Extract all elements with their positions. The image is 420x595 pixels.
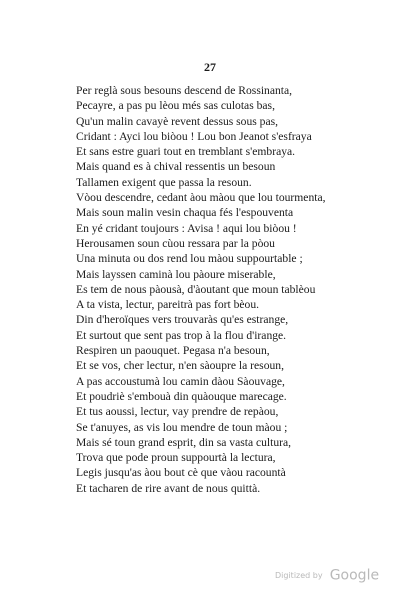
- poem-line: Et tus aoussi, lectur, vay prendre de repàou,: [76, 405, 279, 419]
- poem-line: Mais soun malin vesin chaqua fés l'espouventa: [76, 206, 294, 220]
- poem-text: [76, 83, 376, 496]
- poem-line: Qu'un malin cavayè revent dessus sous pas,: [76, 114, 279, 128]
- poem-line: Pecayre, a pas pu lèou més sas culotas bas,: [76, 99, 275, 113]
- poem-line: Trova que pode proun suppourtà la lectura,: [76, 451, 276, 465]
- poem-line: Din d'heroïques vers trouvaràs qu'es estrange,: [76, 313, 289, 327]
- poem-line: En yé cridant toujours : Avisa ! aqui lou biòou !: [76, 221, 297, 235]
- poem-line: Et tacharen de rire avant de nous quittà.: [76, 481, 261, 495]
- poem-line: Vòou descendre, cedant àou màou que lou tourmenta,: [76, 191, 326, 205]
- poem-line: Et poudriè s'embouà din quàouque marecage.: [76, 389, 287, 403]
- poem-line: Mais sé toun grand esprit, din sa vasta cultura,: [76, 435, 292, 449]
- google-logo: Google: [329, 567, 380, 584]
- poem-line: Et sans estre guari tout en tremblant s'embraya.: [76, 145, 296, 159]
- poem-line: Se t'anuyes, as vis lou mendre de toun màou ;: [76, 420, 288, 434]
- poem-line: Mais quand es à chival ressentis un besoun: [76, 160, 276, 174]
- poem-line: Cridant : Ayci lou biòou ! Lou bon Jeanot s'esfraya: [76, 129, 312, 143]
- poem-line: Per reglà sous besouns descend de Rossinanta,: [76, 84, 293, 97]
- poem-line: Mais layssen caminà lou pàoure miserable,: [76, 267, 276, 281]
- poem-line: Herousamen soun cùou ressara par la pòou: [76, 236, 275, 250]
- poem-line: Es tem de nous pàousà, d'àoutant que moun tablèou: [76, 282, 316, 296]
- digitized-by-google-watermark: [275, 565, 379, 584]
- page-number: 27: [204, 60, 216, 74]
- poem-line: A pas accoustumà lou camin dàou Sàouvage,: [76, 374, 285, 388]
- poem-line: Tallamen exigent que passa la resoun.: [76, 175, 252, 189]
- poem-line: Et se vos, cher lectur, n'en sàoupre la resoun,: [76, 359, 284, 373]
- poem-line: A ta vista, lectur, pareitrà pas fort bèou.: [76, 298, 260, 312]
- poem-line: Et surtout que sent pas trop à la flou d'irange.: [76, 328, 287, 342]
- poem-line: Legis jusqu'as àou bout cè que vàou racountà: [76, 466, 286, 480]
- watermark-prefix: Digitized by: [275, 571, 323, 580]
- poem-line: Respiren un paouquet. Pegasa n'a besoun,: [76, 344, 270, 358]
- poem-line: Una minuta ou dos rend lou màou suppourtable ;: [76, 252, 303, 266]
